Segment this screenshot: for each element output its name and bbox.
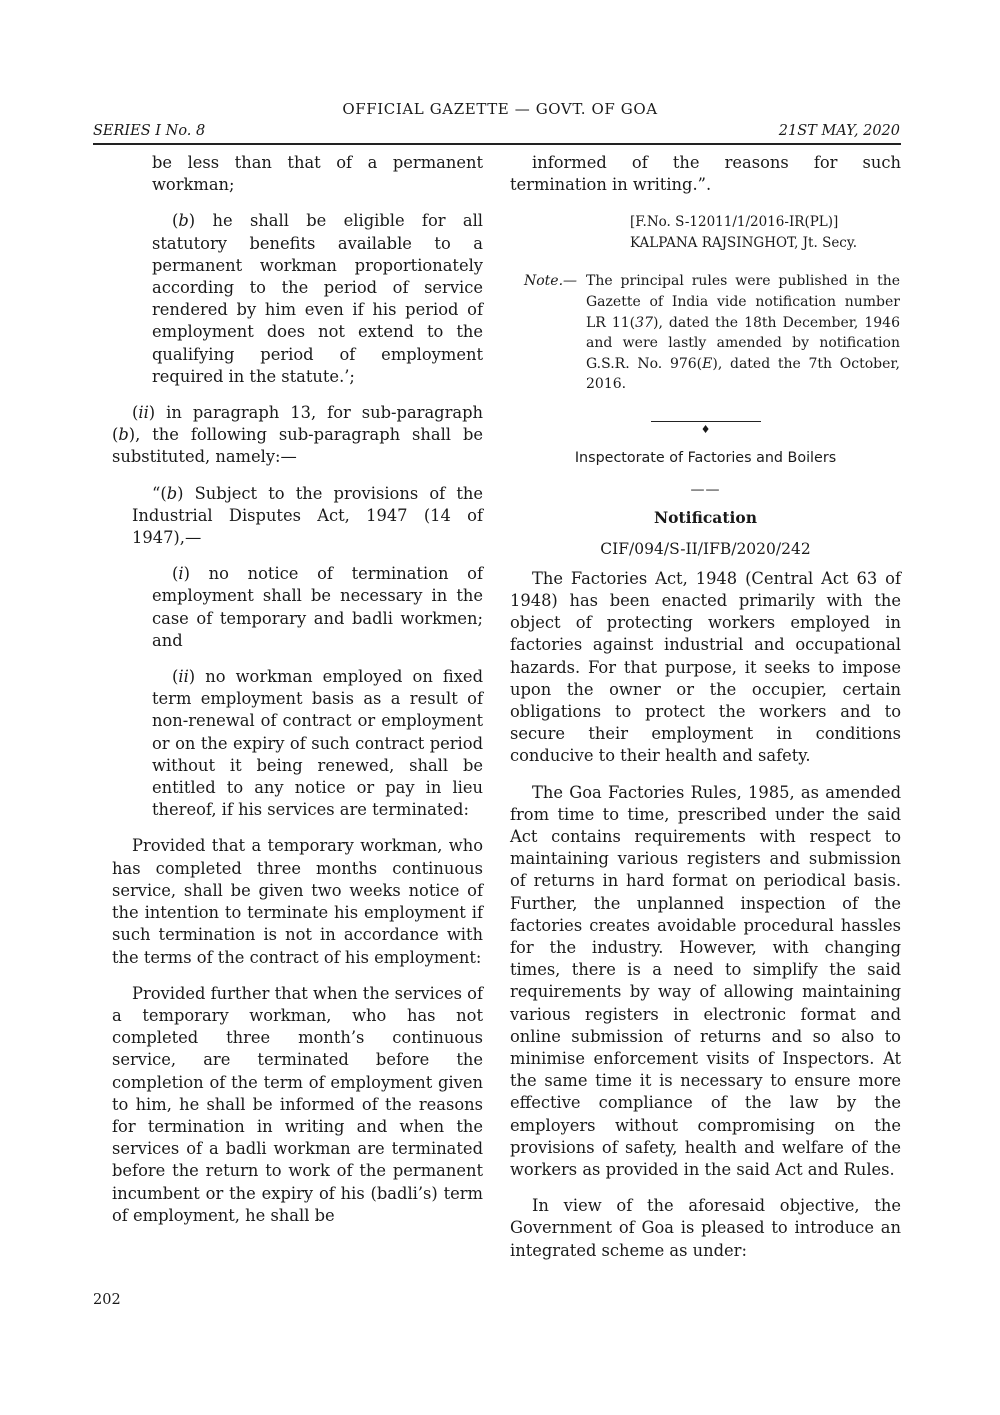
clause-label: b xyxy=(178,211,189,231)
clause-ii-paragraph-13: (ii) in paragraph 13, for sub-paragraph (b), the following sub-paragraph shall be substituted, namely:— xyxy=(112,403,483,467)
issue-date: 21ST MAY, 2020 xyxy=(778,123,900,139)
clause-i-notice: (i) no notice of termination of employment shall be necessary in the case of temporary and badli workmen; and xyxy=(152,564,483,650)
proviso-further: Provided further that when the services of a temporary workman, who has not completed three month’s continuous service, are terminated before the completion of the term of employment given to him, he shall be informed of the reasons for termination in writing and when the services of a badli workman are terminated before the return to work of the permanent incumbent or the expiry of his (badli’s) term of employment, he shall be xyxy=(112,983,483,1225)
page-number: 202 xyxy=(93,1292,121,1308)
signature-block xyxy=(630,212,901,253)
paragraph-scheme: In view of the aforesaid objective, the Government of Goa is pleased to introduce an integrated scheme as under: xyxy=(510,1196,901,1260)
paragraph-factories-act: The Factories Act, 1948 (Central Act 63 of 1948) has been enacted primarily with the object of protecting workers employed in factories against industrial and occupational hazards. For that purpose, it seeks to impose upon the owner or the occupier, certain obligations to protect the workers and to secure their employment in conditions conducive to their health and safety. xyxy=(510,568,901,766)
paragraph-continuation: be less than that of a permanent workman; xyxy=(152,153,483,195)
note-label: Note.— xyxy=(524,273,578,290)
header-rule xyxy=(93,143,901,145)
clause-b-benefits: (b) he shall be eligible for all statutory benefits available to a permanent workman proportionately according to the period of service rendered by him even if his period of employment does not extend to the qualifying period of employment required in the statute.’; xyxy=(152,211,483,386)
clause-text: ), the following sub-paragraph shall be substituted, namely:— xyxy=(112,425,483,467)
clause-ref: b xyxy=(118,425,129,445)
department-name: Inspectorate of Factories and Boilers xyxy=(574,449,837,466)
signatory-name: KALPANA RAJSINGHOT, Jt. Secy. xyxy=(630,234,857,251)
department-dash: —— xyxy=(690,482,721,499)
clause-text: no notice of termination of employment shall be necessary in the case of temporary and badli workmen; and xyxy=(152,564,483,650)
paragraph-continuation: informed of the reasons for such termination in writing.”. xyxy=(510,153,901,195)
quote-open: “( xyxy=(152,483,167,503)
clause-ii-fixed-term: (ii) no workman employed on fixed term employment basis as a result of non-renewal of contract or employment or on the expiry of such contract period without it being renewed, shall be entitled to any notice or pay in lieu thereof, if his services are terminated: xyxy=(152,667,483,820)
clause-text: ) Subject to the provisions of the Industrial Disputes Act, 1947 (14 of 1947),— xyxy=(132,483,483,548)
note-text: The principal rules were published in the Gazette of India vide notification number LR 11(37), dated the 18th December, 1946 and were lastly amended by notification G.S.R. No. 976(E), dated the 7th October, 2016. xyxy=(586,273,900,393)
series-number: SERIES I No. 8 xyxy=(93,123,206,139)
file-number: [F.No. S-12011/1/2016-IR(PL)] xyxy=(630,214,839,231)
clause-text: in paragraph 13, for sub-paragraph ( xyxy=(112,403,483,445)
gazette-title: OFFICIAL GAZETTE — GOVT. OF GOA xyxy=(342,100,658,118)
right-column xyxy=(510,152,901,1276)
left-column xyxy=(112,152,483,1241)
notification-number: CIF/094/S-II/IFB/2020/242 xyxy=(600,539,811,558)
proviso-temporary-workman: Provided that a temporary workman, who has completed three months continuous service, shall be given two weeks notice of the intention to terminate his employment if such termination is not in accordance with the terms of the contract of his employment: xyxy=(112,836,483,967)
clause-label: ii xyxy=(138,403,149,423)
clause-text: no workman employed on fixed term employment basis as a result of non-renewal of contract or employment or on the expiry of such contract period without it being renewed, shall be entitled to any notice or pay in lieu thereof, if his services are terminated: xyxy=(152,667,483,820)
diamond-icon: ♦ xyxy=(700,422,711,436)
clause-text: he shall be eligible for all statutory benefits available to a permanent workman proportionately according to the period of service rendered by him even if his period of employment does not extend to the qualifying period of employment required in the statute.’; xyxy=(152,211,483,386)
paragraph-goa-rules: The Goa Factories Rules, 1985, as amended from time to time, prescribed under the said Act contains requirements with respect to maintaining various registers and submission of returns in hard format on periodical basis. Further, the unplanned inspection of the factories creates avoidable procedural hassles for the industry. However, with changing times, there is a need to simplify the said requirements by way of allowing maintaining various registers in electronic format and online submission of returns and so also to minimise enforcement visits of Inspectors. At the same time it is necessary to ensure more effective compliance of the law by the employers without compromising on the provisions of safety, health and welfare of the workers as provided in the said Act and Rules. xyxy=(510,782,901,1180)
sub-paragraph-b xyxy=(112,483,483,550)
clause-label: ii xyxy=(178,667,189,687)
clause-label: b xyxy=(166,483,178,503)
section-divider xyxy=(651,417,761,436)
clause-label: i xyxy=(178,564,184,584)
note xyxy=(524,271,901,395)
notification-heading: Notification xyxy=(654,508,757,528)
